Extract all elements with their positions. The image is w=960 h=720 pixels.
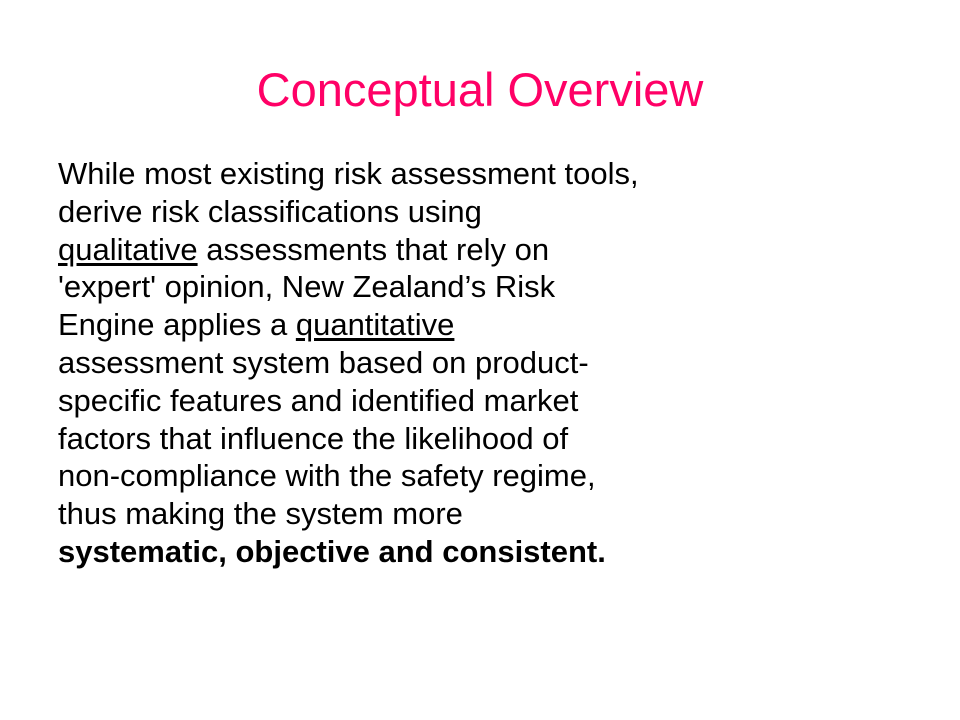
body-line-2: derive risk classifications using: [58, 193, 482, 229]
body-line-3: [58, 231, 960, 269]
body-line-10: thus making the system more: [58, 496, 463, 532]
body-paragraph: [58, 155, 960, 571]
body-line-6: assessment system based on product-: [58, 344, 589, 380]
body-line-9: non-compliance with the safety regime,: [58, 458, 596, 494]
qualitative-term: qualitative: [58, 231, 198, 267]
body-line-8: factors that influence the likelihood of: [58, 420, 569, 456]
body-line-7: specific features and identified market: [58, 382, 579, 418]
body-line-3-rest: assessments that rely on: [197, 231, 550, 267]
body-line-4: 'expert' opinion, New Zealand’s Risk: [58, 269, 556, 305]
body-line-11-emphasis: systematic, objective and consistent.: [58, 533, 606, 569]
slide-title: Conceptual Overview: [256, 63, 704, 116]
body-line-5: [58, 306, 960, 344]
quantitative-term: quantitative: [295, 307, 455, 343]
body-line-5-pre: Engine applies a: [58, 307, 296, 343]
body-line-1: While most existing risk assessment tools,: [58, 156, 639, 191]
